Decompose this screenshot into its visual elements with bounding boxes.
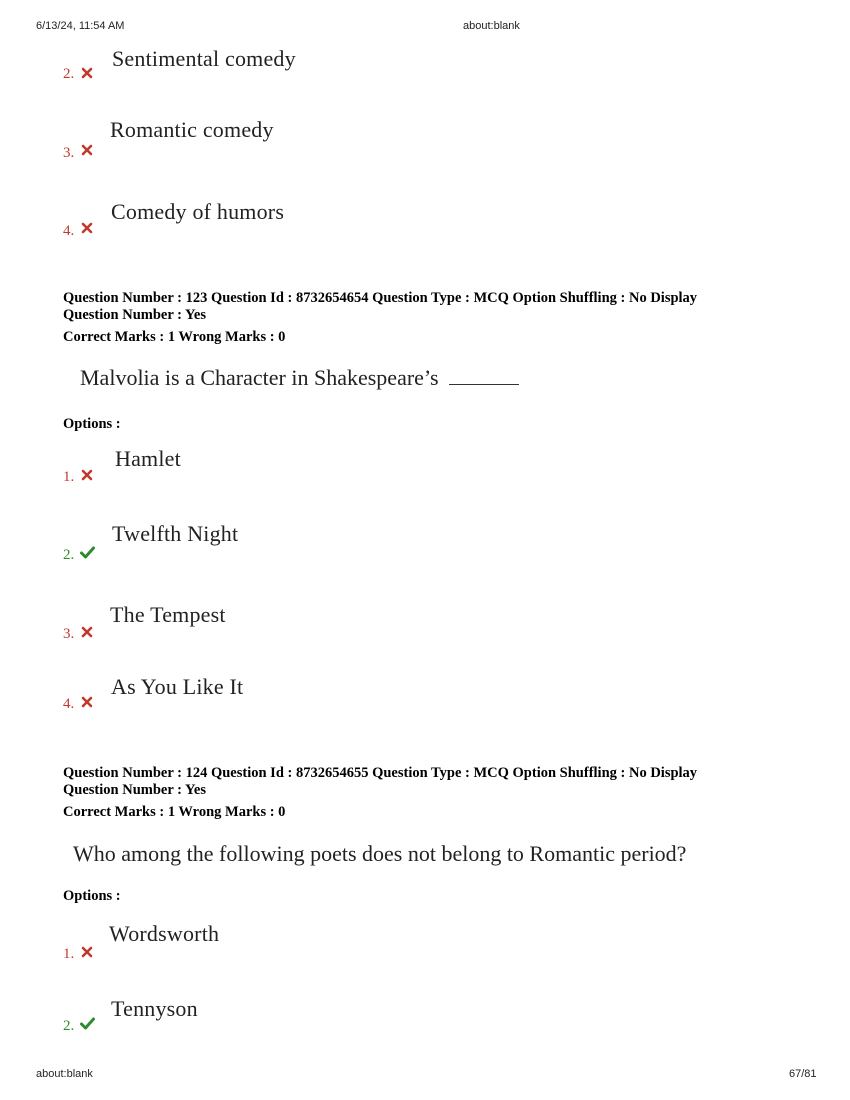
print-footer-url: about:blank (36, 1068, 93, 1080)
question-marks: Correct Marks : 1 Wrong Marks : 0 (63, 804, 286, 820)
cross-icon (81, 696, 93, 708)
option-text: Romantic comedy (110, 117, 274, 142)
answer-blank (449, 366, 519, 385)
cross-icon (81, 67, 93, 79)
print-page-number: 67/81 (789, 1068, 817, 1080)
print-page-title: about:blank (463, 20, 520, 32)
cross-icon (81, 222, 93, 234)
option-text: As You Like It (111, 674, 244, 699)
cross-icon (81, 469, 93, 481)
question-text (80, 365, 519, 391)
option-number: 2. (63, 547, 75, 563)
question-meta: Question Number : 123 Question Id : 8732654654 Question Type : MCQ Option Shuffling : No Display (63, 290, 698, 306)
question-meta-display: Question Number : Yes (63, 782, 206, 798)
cross-icon (81, 144, 93, 156)
option-number: 2. (63, 66, 75, 82)
print-datetime: 6/13/24, 11:54 AM (36, 20, 125, 32)
option-number: 4. (63, 696, 75, 712)
options-label: Options : (63, 416, 121, 432)
option-number: 1. (63, 469, 75, 485)
option-text: Comedy of humors (111, 199, 285, 224)
check-icon (80, 1017, 95, 1030)
option-number: 3. (63, 145, 75, 161)
option-text: Hamlet (115, 446, 181, 471)
option-number: 4. (63, 223, 75, 239)
options-label: Options : (63, 888, 121, 904)
option-text: The Tempest (110, 602, 226, 627)
option-text: Tennyson (111, 996, 198, 1021)
question-meta-display: Question Number : Yes (63, 307, 206, 323)
question-marks: Correct Marks : 1 Wrong Marks : 0 (63, 329, 286, 345)
option-text: Wordsworth (109, 921, 220, 946)
option-text: Twelfth Night (112, 521, 239, 546)
check-icon (80, 546, 95, 559)
question-meta: Question Number : 124 Question Id : 8732654655 Question Type : MCQ Option Shuffling : No Display (63, 765, 698, 781)
option-number: 2. (63, 1018, 75, 1034)
option-text: Sentimental comedy (112, 46, 296, 71)
option-number: 3. (63, 626, 75, 642)
question-text-content: Malvolia is a Character in Shakespeare’s (80, 365, 439, 390)
cross-icon (81, 946, 93, 958)
option-number: 1. (63, 946, 75, 962)
cross-icon (81, 626, 93, 638)
question-text: Who among the following poets does not belong to Romantic period? (73, 841, 687, 866)
